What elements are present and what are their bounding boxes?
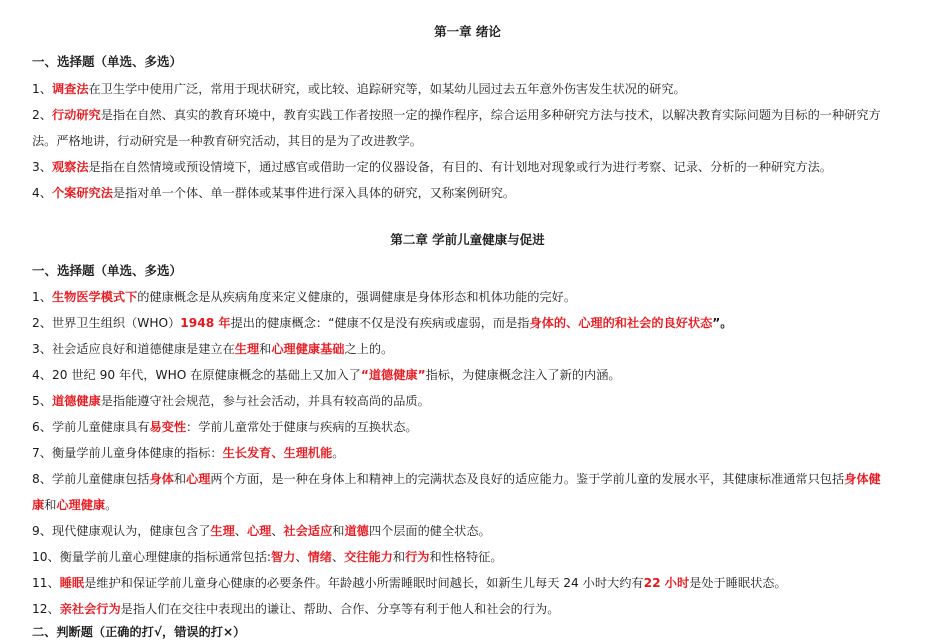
text-run: 衡量学前儿童心理健康的指标通常包括: (59, 550, 271, 564)
highlighted-term: 道德 (344, 524, 369, 538)
highlighted-term: 生理 (234, 342, 260, 356)
text-run: 、 (271, 524, 284, 538)
item-number: 5、 (32, 394, 52, 408)
list-item (32, 523, 491, 539)
text-run: 是维护和保证学前儿童身心健康的必要条件。年龄越小所需睡眠时间越长，如新生儿每天 24 小时大约有 (84, 576, 644, 590)
highlighted-term: 观察法 (51, 160, 89, 174)
highlighted-term: 智力 (271, 550, 296, 564)
text-run: 20 世纪 90 年代，WHO 在原健康概念的基础上又加入了 (51, 368, 361, 382)
highlighted-term: 生长发育、生理机能 (222, 446, 333, 460)
text-run: 现代健康观认为，健康包含了 (51, 524, 211, 538)
list-item (32, 419, 418, 435)
highlighted-term: 身体的、心理的和社会的良好状态 (529, 316, 713, 330)
item-number: 1、 (32, 290, 52, 304)
list-item (32, 471, 881, 487)
list-item (32, 159, 832, 175)
highlighted-term: 亲社会行为 (59, 602, 121, 616)
list-item (32, 341, 393, 357)
item-number: 6、 (32, 420, 52, 434)
text-run: 学前儿童健康包括 (51, 472, 150, 486)
text-run: 和 (392, 550, 406, 564)
item-number: 7、 (32, 446, 52, 460)
highlighted-term: 生物医学模式下 (51, 290, 138, 304)
text-run: 指标，为健康概念注入了新的内涵。 (425, 368, 621, 382)
item-number: 3、 (32, 342, 52, 356)
text-run: 的健康概念是从疾病角度来定义健康的，强调健康是身体形态和机体功能的完好。 (137, 290, 577, 304)
text-run: 两个方面，是一种在身体上和精神上的完满状态及良好的适应能力。鉴于学前儿童的发展水平，其健康标准通常只包括 (210, 472, 845, 486)
list-item (32, 575, 787, 591)
highlighted-term: 个案研究法 (51, 186, 113, 200)
text-run: 和 (259, 342, 272, 356)
highlighted-term: 易变性 (149, 420, 187, 434)
list-item (32, 393, 430, 409)
list-item-continuation: 法。严格地讲，行动研究是一种教育研究活动，其目的是为了改进教学。 (32, 134, 422, 148)
highlighted-term: 心理健康 (56, 498, 106, 512)
item-number: 11、 (32, 576, 60, 590)
list-item (32, 445, 344, 461)
text-run: ”。 (712, 316, 733, 330)
item-number: 4、 (32, 368, 52, 382)
highlighted-term: 身体健 (844, 472, 881, 486)
text-run: 社会适应良好和道德健康是建立在 (51, 342, 235, 356)
text-run: 四个层面的健全状态。 (368, 524, 491, 538)
text-run: 。 (105, 498, 118, 512)
text-run: 在卫生学中使用广泛，常用于现状研究，或比较、追踪研究等，如某幼儿园过去五年意外伤害发生状况的研究。 (88, 82, 686, 96)
highlighted-term: 交往能力 (344, 550, 393, 564)
highlighted-term: 心理 (186, 472, 211, 486)
text-run: 是指在自然、真实的教育环境中，教育实践工作者按照一定的操作程序，综合运用多种研究方法与技术，以解决教育实际问题为目标的一种研究方 (100, 108, 881, 122)
list-item (32, 601, 559, 617)
chapter1-section-title: 一、选择题（单选、多选） (32, 54, 183, 69)
text-run: 、 (295, 550, 308, 564)
list-item (32, 367, 621, 383)
item-number: 2、 (32, 316, 52, 330)
text-run: 和 (332, 524, 345, 538)
highlighted-term: 道德健康 (51, 394, 101, 408)
text-run: 世界卫生组织（WHO） (51, 316, 181, 330)
highlighted-term: 22 小时 (643, 576, 690, 590)
text-run: 学前儿童健康具有 (51, 420, 150, 434)
list-item (32, 315, 732, 331)
text-run: 和 (173, 472, 187, 486)
list-item-continuation (32, 497, 117, 513)
item-number: 12、 (32, 602, 60, 616)
highlighted-term: 心理健康基础 (271, 342, 345, 356)
list-item (32, 185, 515, 201)
highlighted-term: 心理 (246, 524, 272, 538)
highlighted-term: 行动研究 (51, 108, 101, 122)
highlighted-term: 行为 (405, 550, 430, 564)
highlighted-term: 社会适应 (283, 524, 333, 538)
text-run: 之上的。 (344, 342, 394, 356)
highlighted-term: 1948 年 (180, 316, 231, 330)
item-number: 10、 (32, 550, 60, 564)
text-run: ：学前儿童常处于健康与疾病的互换状态。 (186, 420, 418, 434)
highlighted-term: “道德健康” (360, 368, 426, 382)
highlighted-term: 康 (32, 498, 45, 512)
list-item (32, 549, 503, 565)
text-run: 是指在自然情境或预设情境下，通过感官或借助一定的仪器设备，有目的、有计划地对现象或行为进行考察、记录、分析的一种研究方法。 (88, 160, 832, 174)
list-item (32, 107, 881, 123)
text-run: 、 (331, 550, 345, 564)
text-run: 是指能遵守社会规范，参与社会活动，并具有较高尚的品质。 (100, 394, 430, 408)
item-number: 4、 (32, 186, 52, 200)
item-number: 9、 (32, 524, 52, 538)
text-run: 和 (44, 498, 57, 512)
item-number: 3、 (32, 160, 52, 174)
item-number: 8、 (32, 472, 52, 486)
partial-section-title: 二、判断题（正确的打√，错误的打×） (32, 625, 246, 639)
chapter1-title: 第一章 绪论 (434, 24, 501, 39)
text-run: 、 (234, 524, 247, 538)
text-run: 是指人们在交往中表现出的谦让、帮助、合作、分享等有利于他人和社会的行为。 (120, 602, 560, 616)
text-run: 提出的健康概念：“健康不仅是没有疾病或虚弱，而是指 (230, 316, 530, 330)
text-run: 。 (332, 446, 345, 460)
item-number: 2、 (32, 108, 52, 122)
item-number: 1、 (32, 82, 52, 96)
list-item (32, 289, 576, 305)
text-run: 是指对单一个体、单一群体或某事件进行深入具体的研究，又称案例研究。 (112, 186, 516, 200)
list-item (32, 81, 686, 97)
text-run: 和性格特征。 (429, 550, 503, 564)
highlighted-term: 生理 (210, 524, 235, 538)
highlighted-term: 情绪 (307, 550, 332, 564)
highlighted-term: 身体 (149, 472, 174, 486)
chapter2-section-title: 一、选择题（单选、多选） (32, 263, 183, 278)
text-run: 是处于睡眠状态。 (689, 576, 787, 590)
chapter2-title: 第二章 学前儿童健康与促进 (390, 232, 545, 247)
highlighted-term: 睡眠 (59, 576, 85, 590)
highlighted-term: 调查法 (51, 82, 89, 96)
text-run: 衡量学前儿童身体健康的指标： (51, 446, 223, 460)
